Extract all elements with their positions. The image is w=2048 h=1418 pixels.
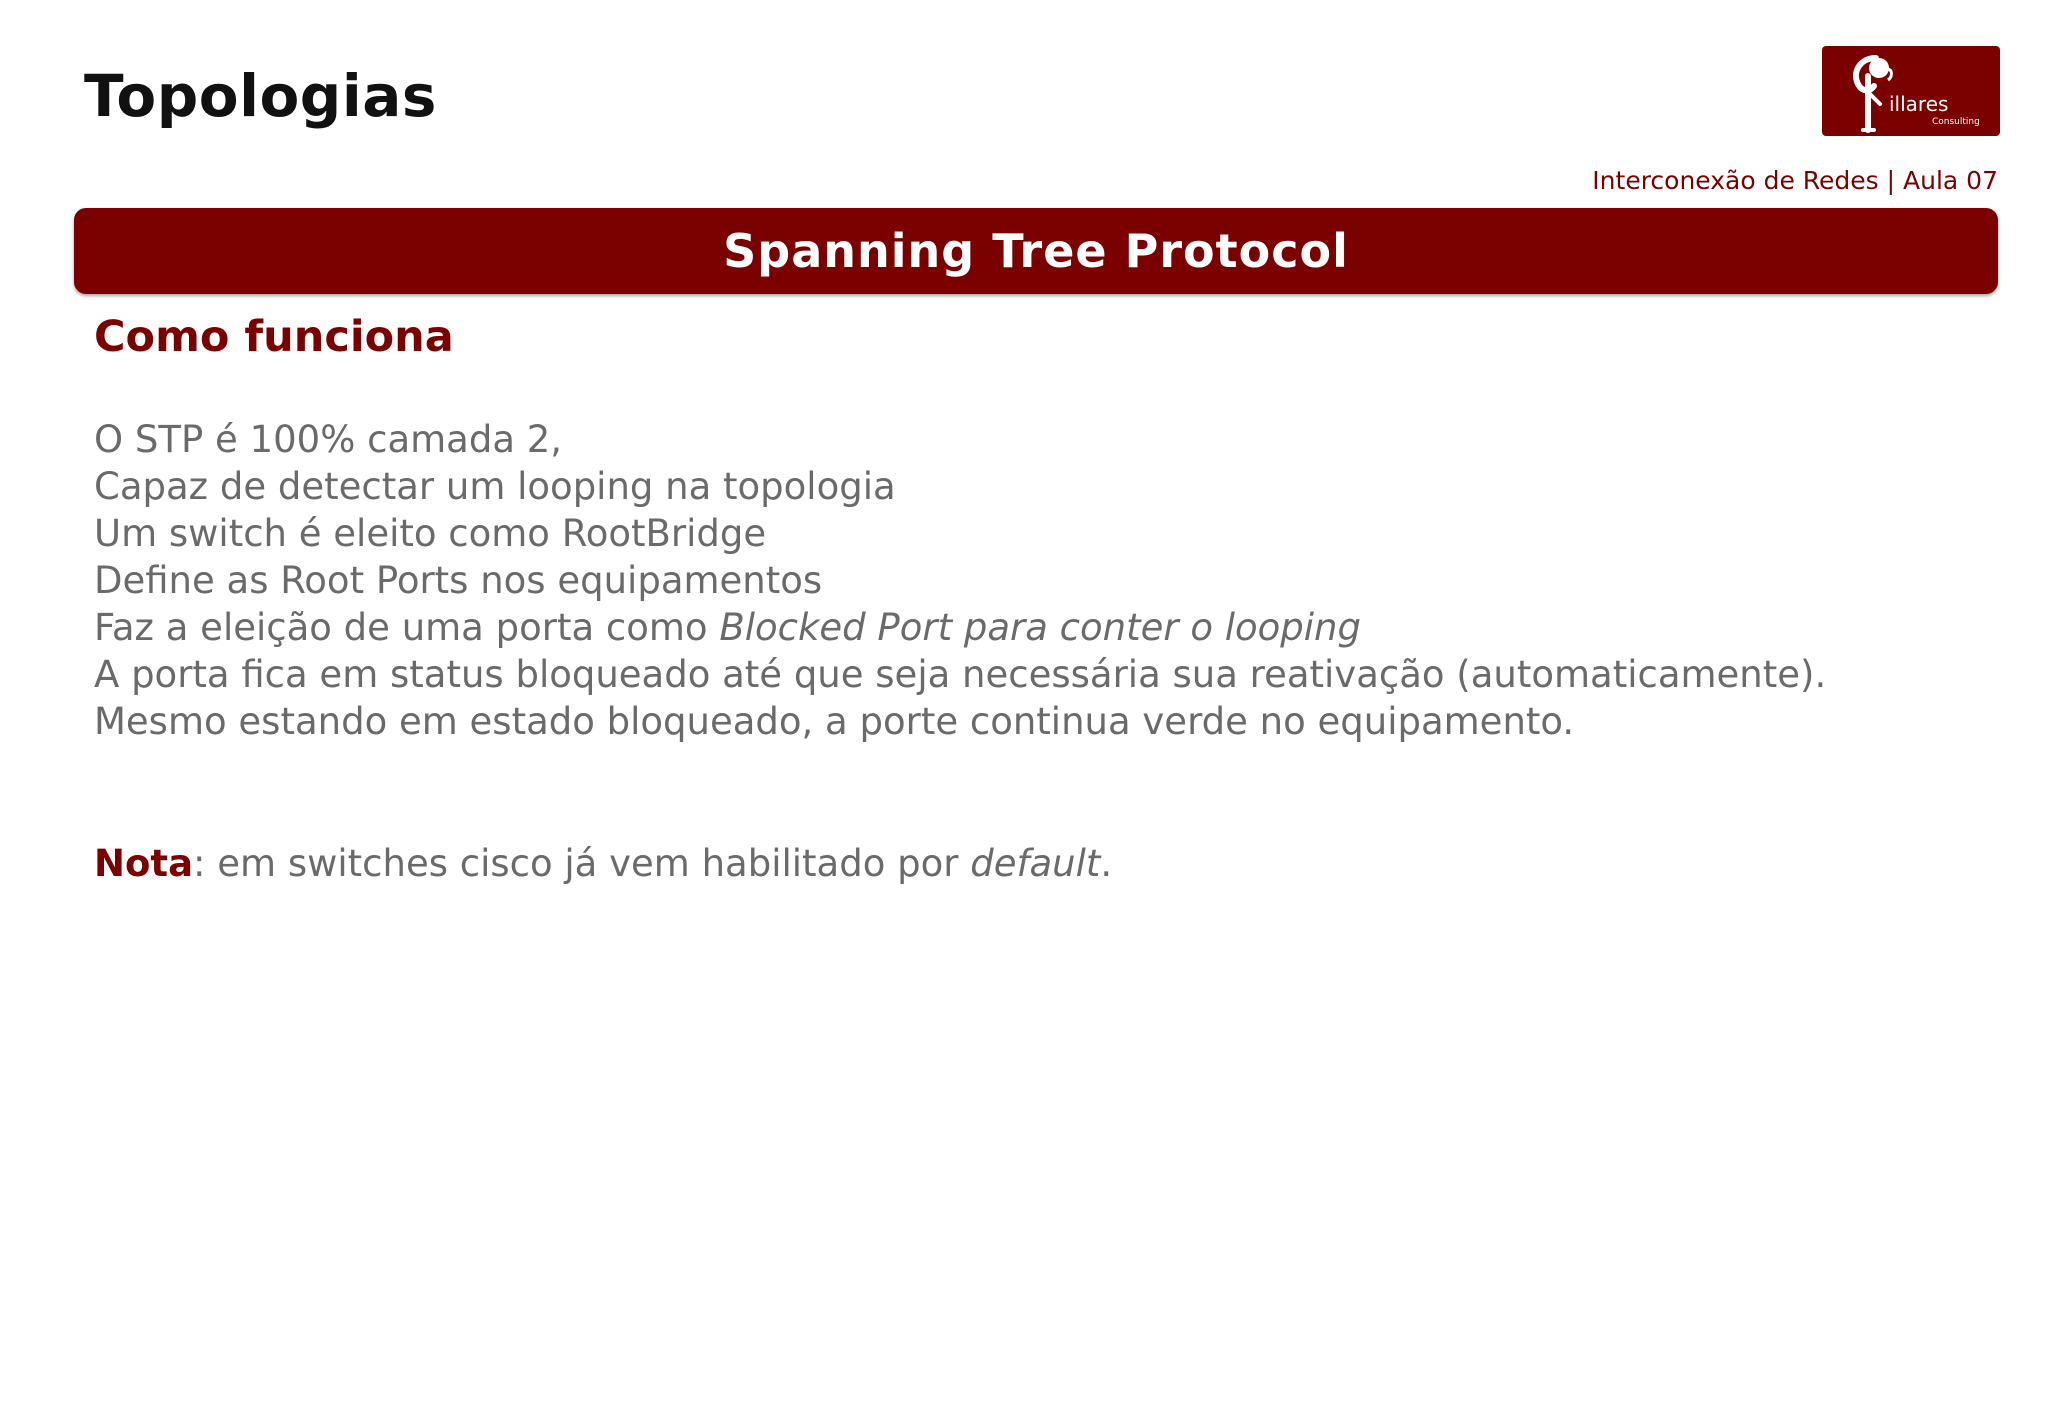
note-text: : em switches cisco já vem habilitado por bbox=[193, 842, 971, 885]
body-line: Um switch é eleito como RootBridge bbox=[94, 512, 767, 555]
body-line: Mesmo estando em estado bloqueado, a porte continua verde no equipamento. bbox=[94, 700, 1575, 743]
company-logo bbox=[1822, 46, 2000, 136]
logo-subtitle: Consulting bbox=[1932, 117, 1980, 127]
body-line: Capaz de detectar um looping na topologia bbox=[94, 465, 896, 508]
body-line: O STP é 100% camada 2, bbox=[94, 418, 563, 461]
section-heading: Como funciona bbox=[94, 312, 454, 362]
logo-wordmark: illares bbox=[1889, 92, 1949, 116]
body-text-list bbox=[94, 416, 1826, 745]
banner-title: Spanning Tree Protocol bbox=[723, 224, 1349, 278]
body-line-italic: Blocked Port para conter o looping bbox=[719, 606, 1361, 649]
note-paragraph bbox=[94, 840, 1112, 887]
body-line: Define as Root Ports nos equipamentos bbox=[94, 559, 823, 602]
page-title: Topologias bbox=[84, 62, 437, 130]
note-label: Nota bbox=[94, 842, 194, 885]
course-label: Interconexão de Redes | Aula 07 bbox=[1592, 166, 1998, 195]
body-line: Faz a eleição de uma porta como Blocked Port para conter o looping bbox=[94, 606, 1361, 649]
body-line: A porta fica em status bloqueado até que seja necessária sua reativação (automaticamente). bbox=[94, 653, 1827, 696]
section-banner bbox=[74, 208, 1998, 294]
note-italic: default bbox=[970, 842, 1101, 885]
note-end: . bbox=[1100, 842, 1113, 885]
